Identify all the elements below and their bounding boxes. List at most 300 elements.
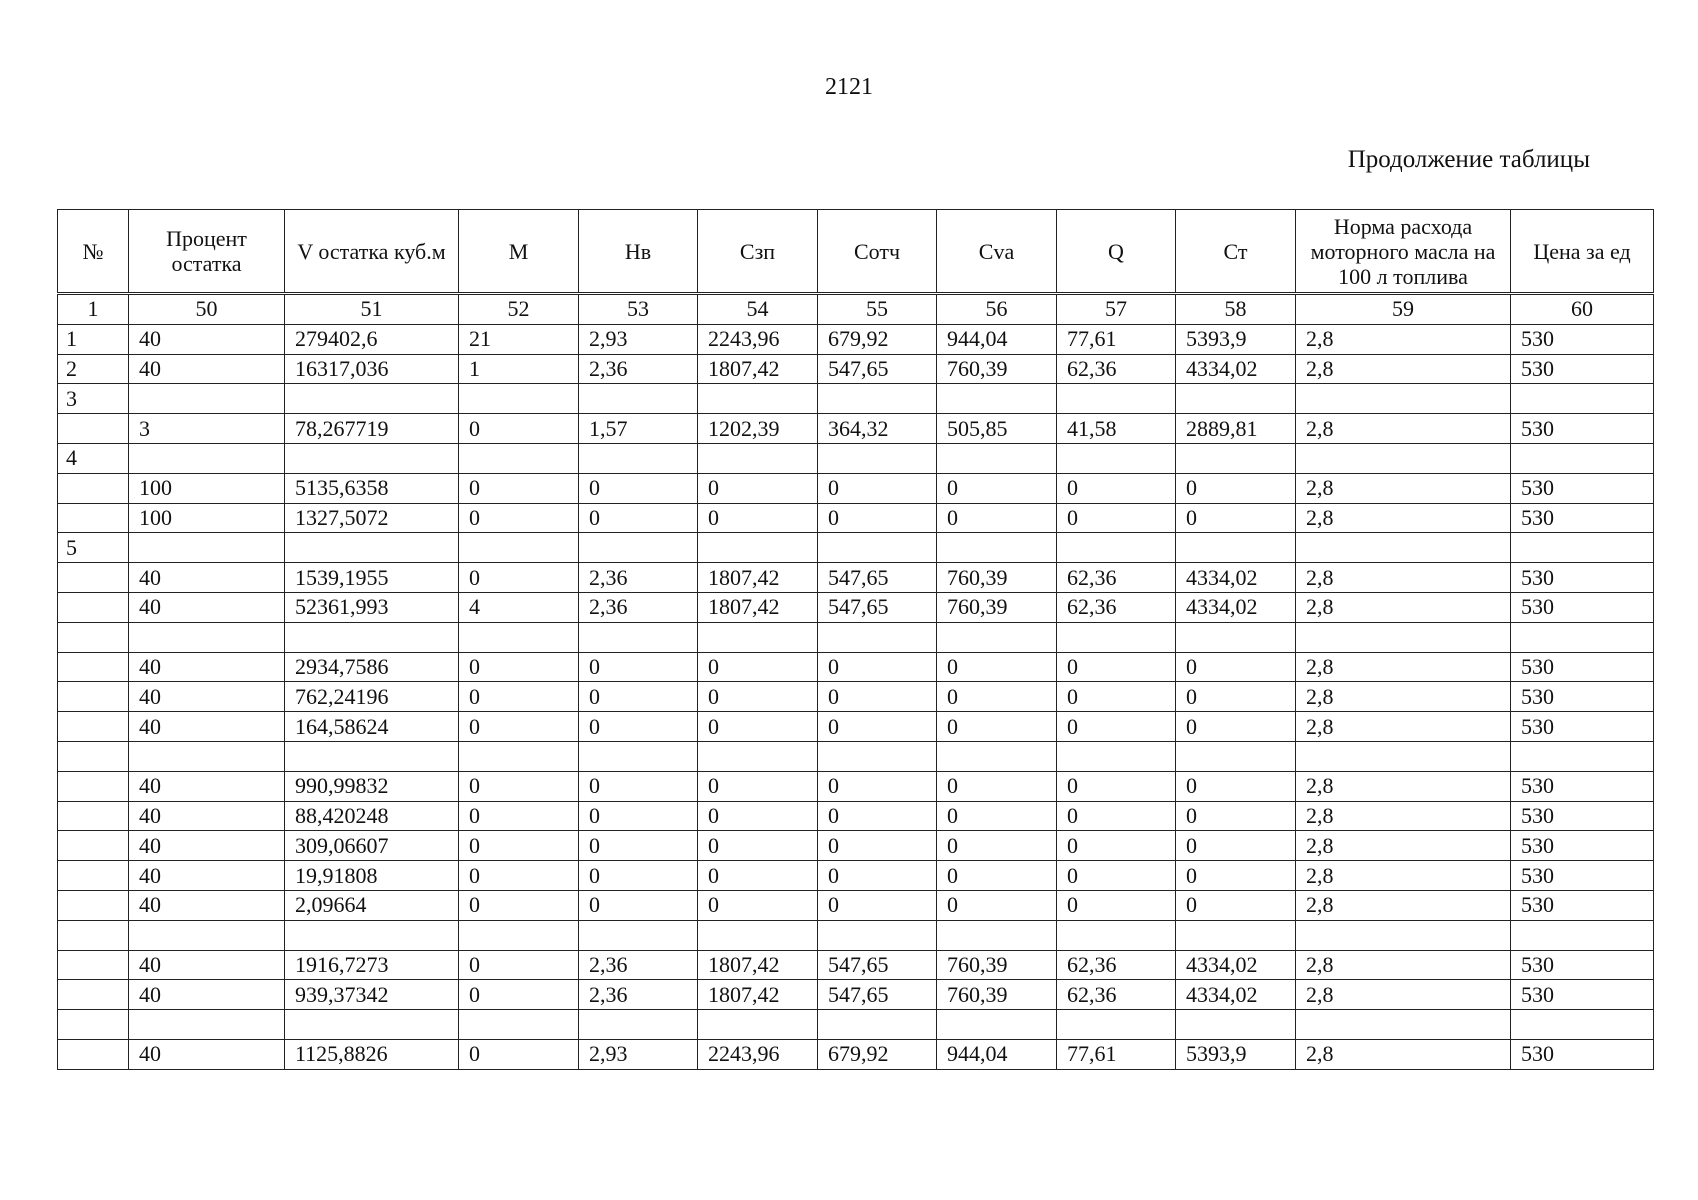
table-cell: [937, 384, 1057, 414]
table-cell: 760,39: [937, 354, 1057, 384]
table-cell: [285, 1010, 459, 1040]
table-cell: 88,420248: [285, 801, 459, 831]
table-cell: 0: [818, 861, 937, 891]
table-cell: 0: [937, 861, 1057, 891]
table-cell: 0: [818, 682, 937, 712]
table-cell: [1176, 622, 1296, 652]
table-cell: 309,06607: [285, 831, 459, 861]
table-cell: 77,61: [1057, 324, 1176, 354]
table-cell: [58, 741, 129, 771]
table-cell: [459, 622, 579, 652]
table-cell: 0: [698, 890, 818, 920]
table-cell: 2,8: [1296, 473, 1511, 503]
table-cell: [129, 1010, 285, 1040]
table-cell: 944,04: [937, 324, 1057, 354]
table-cell: [459, 920, 579, 950]
table-cell: 4334,02: [1176, 980, 1296, 1010]
table-cell: 0: [818, 890, 937, 920]
column-number: 59: [1296, 294, 1511, 325]
table-cell: 1807,42: [698, 950, 818, 980]
table-cell: [1176, 741, 1296, 771]
table-cell: 78,267719: [285, 414, 459, 444]
table-cell: 0: [459, 831, 579, 861]
table-header-row: [58, 210, 1654, 294]
table-cell: 0: [818, 712, 937, 742]
table-cell: 944,04: [937, 1039, 1057, 1069]
table-row: [58, 1039, 1654, 1069]
table-cell: [818, 443, 937, 473]
table-cell: [698, 622, 818, 652]
table-cell: 990,99832: [285, 771, 459, 801]
table-cell: 40: [129, 890, 285, 920]
table-cell: [1296, 443, 1511, 473]
table-row: [58, 563, 1654, 593]
table-cell: 0: [937, 831, 1057, 861]
table-cell: [459, 384, 579, 414]
column-header: V остатка куб.м: [285, 210, 459, 294]
table-cell: [1057, 443, 1176, 473]
table-cell: 2: [58, 354, 129, 384]
table-cell: [1176, 443, 1296, 473]
table-cell: 40: [129, 324, 285, 354]
table-cell: [1057, 741, 1176, 771]
table-cell: 2,93: [579, 1039, 698, 1069]
table-cell: 4334,02: [1176, 592, 1296, 622]
table-cell: 0: [1176, 503, 1296, 533]
table-cell: [459, 533, 579, 563]
table-cell: [129, 443, 285, 473]
table-cell: [1057, 1010, 1176, 1040]
table-cell: 0: [579, 890, 698, 920]
table-row: [58, 324, 1654, 354]
table-cell: 0: [459, 473, 579, 503]
table-cell: 0: [1176, 831, 1296, 861]
table-cell: [1511, 741, 1654, 771]
table-cell: 530: [1511, 414, 1654, 444]
table-cell: 0: [459, 950, 579, 980]
table-cell: [698, 443, 818, 473]
table-cell: [58, 592, 129, 622]
table-cell: [937, 533, 1057, 563]
table-cell: 2,8: [1296, 890, 1511, 920]
table-cell: 530: [1511, 861, 1654, 891]
table-cell: 0: [818, 503, 937, 533]
table-row: [58, 861, 1654, 891]
table-row: [58, 771, 1654, 801]
table-cell: 100: [129, 473, 285, 503]
table-cell: [1511, 443, 1654, 473]
table-cell: 0: [698, 712, 818, 742]
table-cell: 2,8: [1296, 712, 1511, 742]
table-cell: 0: [937, 503, 1057, 533]
table-cell: 1: [58, 324, 129, 354]
table-cell: 1: [459, 354, 579, 384]
table-cell: 5: [58, 533, 129, 563]
table-cell: 530: [1511, 503, 1654, 533]
table-cell: [937, 1010, 1057, 1040]
column-number: 57: [1057, 294, 1176, 325]
table-cell: 1807,42: [698, 592, 818, 622]
table-cell: 2,8: [1296, 592, 1511, 622]
table-cell: 40: [129, 354, 285, 384]
column-header: Норма расхода моторного масла на 100 л топлива: [1296, 210, 1511, 294]
table-cell: 2243,96: [698, 1039, 818, 1069]
table-cell: 4: [58, 443, 129, 473]
column-header: Цена за ед: [1511, 210, 1654, 294]
column-number: 55: [818, 294, 937, 325]
table-cell: 547,65: [818, 592, 937, 622]
table-cell: 530: [1511, 563, 1654, 593]
table-cell: [937, 920, 1057, 950]
table-cell: [937, 622, 1057, 652]
table-cell: 0: [1057, 473, 1176, 503]
table-row: [58, 592, 1654, 622]
table-cell: [1296, 1010, 1511, 1040]
table-cell: 762,24196: [285, 682, 459, 712]
table-cell: [285, 443, 459, 473]
table-cell: 530: [1511, 1039, 1654, 1069]
column-header: №: [58, 210, 129, 294]
table-row: [58, 741, 1654, 771]
column-header: Q: [1057, 210, 1176, 294]
table-cell: 0: [1057, 831, 1176, 861]
table-cell: [1296, 533, 1511, 563]
table-cell: 0: [579, 503, 698, 533]
table-cell: 40: [129, 980, 285, 1010]
table-row: [58, 920, 1654, 950]
table-row: [58, 712, 1654, 742]
table-cell: 5393,9: [1176, 1039, 1296, 1069]
table-cell: 939,37342: [285, 980, 459, 1010]
table-cell: 0: [459, 682, 579, 712]
table-cell: 0: [1176, 771, 1296, 801]
table-cell: 0: [1176, 861, 1296, 891]
table-cell: 0: [818, 771, 937, 801]
table-cell: 760,39: [937, 592, 1057, 622]
table-cell: 40: [129, 1039, 285, 1069]
table-cell: 0: [459, 414, 579, 444]
table-cell: [129, 920, 285, 950]
column-number: 58: [1176, 294, 1296, 325]
table-cell: 0: [937, 473, 1057, 503]
table-cell: 760,39: [937, 563, 1057, 593]
column-number: 1: [58, 294, 129, 325]
table-cell: [579, 920, 698, 950]
data-table: [57, 209, 1654, 1070]
table-cell: 2,8: [1296, 652, 1511, 682]
table-cell: [818, 533, 937, 563]
table-cell: 0: [937, 682, 1057, 712]
table-cell: 62,36: [1057, 563, 1176, 593]
table-cell: 0: [579, 831, 698, 861]
table-cell: [285, 533, 459, 563]
table-cell: 1202,39: [698, 414, 818, 444]
table-cell: [129, 533, 285, 563]
table-cell: 0: [579, 771, 698, 801]
table-cell: 1125,8826: [285, 1039, 459, 1069]
table-cell: [1296, 384, 1511, 414]
table-cell: 1327,5072: [285, 503, 459, 533]
table-cell: 77,61: [1057, 1039, 1176, 1069]
table-cell: [129, 384, 285, 414]
table-cell: 40: [129, 950, 285, 980]
table-cell: 0: [1176, 890, 1296, 920]
table-cell: 1,57: [579, 414, 698, 444]
table-cell: 62,36: [1057, 592, 1176, 622]
table-cell: 4334,02: [1176, 950, 1296, 980]
table-cell: [459, 443, 579, 473]
table-cell: [937, 443, 1057, 473]
table-cell: 3: [58, 384, 129, 414]
table-cell: [58, 890, 129, 920]
table-cell: 0: [1057, 771, 1176, 801]
table-cell: 760,39: [937, 950, 1057, 980]
column-header: М: [459, 210, 579, 294]
table-cell: [698, 741, 818, 771]
table-cell: 0: [937, 712, 1057, 742]
table-cell: 0: [1057, 801, 1176, 831]
column-number: 54: [698, 294, 818, 325]
table-cell: [579, 533, 698, 563]
table-cell: [58, 980, 129, 1010]
table-cell: 0: [1057, 682, 1176, 712]
table-cell: 0: [698, 652, 818, 682]
table-cell: [58, 563, 129, 593]
table-cell: 5393,9: [1176, 324, 1296, 354]
table-cell: 0: [1176, 712, 1296, 742]
table-row: [58, 890, 1654, 920]
table-cell: 0: [1057, 712, 1176, 742]
table-row: [58, 354, 1654, 384]
table-cell: [1057, 622, 1176, 652]
table-row: [58, 831, 1654, 861]
table-cell: 2,8: [1296, 354, 1511, 384]
table-row: [58, 503, 1654, 533]
table-cell: 679,92: [818, 324, 937, 354]
table-cell: 0: [459, 801, 579, 831]
table-cell: 0: [1176, 473, 1296, 503]
table-cell: [58, 801, 129, 831]
table-cell: [459, 741, 579, 771]
table-cell: 164,58624: [285, 712, 459, 742]
table-cell: 679,92: [818, 1039, 937, 1069]
table-cell: 530: [1511, 354, 1654, 384]
table-cell: 40: [129, 861, 285, 891]
table-cell: [58, 861, 129, 891]
table-cell: [579, 622, 698, 652]
table-cell: 530: [1511, 682, 1654, 712]
table-cell: [1176, 1010, 1296, 1040]
table-cell: 505,85: [937, 414, 1057, 444]
table-cell: [818, 622, 937, 652]
table-cell: 40: [129, 712, 285, 742]
table-cell: 40: [129, 563, 285, 593]
column-number: 60: [1511, 294, 1654, 325]
table-cell: 0: [459, 861, 579, 891]
table-cell: [818, 741, 937, 771]
table-cell: [58, 503, 129, 533]
table-cell: 547,65: [818, 563, 937, 593]
table-cell: 530: [1511, 712, 1654, 742]
table-cell: 2,36: [579, 980, 698, 1010]
table-cell: 1807,42: [698, 563, 818, 593]
table-cell: 760,39: [937, 980, 1057, 1010]
column-header: Сvа: [937, 210, 1057, 294]
table-row: [58, 443, 1654, 473]
table-cell: 0: [1057, 652, 1176, 682]
table-cell: [579, 1010, 698, 1040]
table-cell: 0: [698, 771, 818, 801]
table-cell: 2,8: [1296, 771, 1511, 801]
table-cell: [1511, 533, 1654, 563]
table-cell: 364,32: [818, 414, 937, 444]
table-cell: [937, 741, 1057, 771]
table-cell: 0: [698, 801, 818, 831]
table-cell: 279402,6: [285, 324, 459, 354]
table-cell: [1057, 920, 1176, 950]
table-row: [58, 801, 1654, 831]
table-row: [58, 652, 1654, 682]
table-cell: 0: [698, 831, 818, 861]
table-cell: 2934,7586: [285, 652, 459, 682]
table-cell: [1057, 533, 1176, 563]
table-cell: 2,8: [1296, 1039, 1511, 1069]
table-cell: [58, 771, 129, 801]
table-cell: 1916,7273: [285, 950, 459, 980]
table-cell: [285, 622, 459, 652]
column-header: Процент остатка: [129, 210, 285, 294]
table-cell: [579, 741, 698, 771]
table-cell: 2,36: [579, 563, 698, 593]
table-cell: [1296, 741, 1511, 771]
table-cell: 1807,42: [698, 354, 818, 384]
table-cell: 0: [1057, 890, 1176, 920]
table-cell: 3: [129, 414, 285, 444]
table-cell: 1807,42: [698, 980, 818, 1010]
table-cell: 2889,81: [1176, 414, 1296, 444]
column-header: Сзп: [698, 210, 818, 294]
table-cell: 0: [579, 652, 698, 682]
table-cell: 0: [1176, 682, 1296, 712]
table-cell: [285, 384, 459, 414]
table-cell: [1057, 384, 1176, 414]
table-cell: 0: [579, 682, 698, 712]
table-cell: 530: [1511, 652, 1654, 682]
table-cell: 0: [579, 801, 698, 831]
table-cell: 41,58: [1057, 414, 1176, 444]
table-cell: 530: [1511, 771, 1654, 801]
table-cell: 2,8: [1296, 682, 1511, 712]
table-cell: 4: [459, 592, 579, 622]
table-cell: 4334,02: [1176, 563, 1296, 593]
table-cell: 62,36: [1057, 980, 1176, 1010]
page-number: 2121: [825, 74, 873, 100]
table-row: [58, 533, 1654, 563]
table-row: [58, 980, 1654, 1010]
table-cell: [1176, 384, 1296, 414]
table-cell: [1296, 622, 1511, 652]
table-cell: [58, 920, 129, 950]
table-cell: [818, 920, 937, 950]
table-cell: 0: [818, 801, 937, 831]
table-cell: 530: [1511, 890, 1654, 920]
table-cell: 2,36: [579, 592, 698, 622]
table-cell: [1511, 384, 1654, 414]
table-cell: 4334,02: [1176, 354, 1296, 384]
table-cell: 0: [818, 831, 937, 861]
table-cell: [1296, 920, 1511, 950]
table-cell: 530: [1511, 801, 1654, 831]
table-cell: 2,8: [1296, 980, 1511, 1010]
column-number: 52: [459, 294, 579, 325]
table-cell: 40: [129, 771, 285, 801]
table-cell: 2,36: [579, 950, 698, 980]
table-cell: [58, 473, 129, 503]
table-cell: 52361,993: [285, 592, 459, 622]
table-cell: [698, 920, 818, 950]
table-cell: 0: [818, 473, 937, 503]
table-cell: 530: [1511, 592, 1654, 622]
table-cell: 530: [1511, 950, 1654, 980]
table-cell: 0: [1057, 503, 1176, 533]
column-header: Нв: [579, 210, 698, 294]
table-cell: [129, 741, 285, 771]
table-row: [58, 384, 1654, 414]
table-cell: 0: [937, 890, 1057, 920]
column-header: Ст: [1176, 210, 1296, 294]
table-cell: [58, 831, 129, 861]
table-cell: [58, 712, 129, 742]
column-number-row: [58, 294, 1654, 325]
table-cell: [579, 443, 698, 473]
table-cell: 0: [459, 563, 579, 593]
table-cell: 0: [818, 652, 937, 682]
table-cell: 547,65: [818, 354, 937, 384]
table-cell: 547,65: [818, 980, 937, 1010]
table-cell: 2243,96: [698, 324, 818, 354]
table-cell: 62,36: [1057, 950, 1176, 980]
table-cell: [698, 384, 818, 414]
table-cell: [1176, 533, 1296, 563]
table-cell: 40: [129, 592, 285, 622]
table-cell: 40: [129, 831, 285, 861]
table-cell: 547,65: [818, 950, 937, 980]
table-cell: 0: [1176, 801, 1296, 831]
table-cell: 2,8: [1296, 950, 1511, 980]
table-cell: [698, 533, 818, 563]
table-cell: 0: [698, 473, 818, 503]
table-cell: [58, 1039, 129, 1069]
column-number: 50: [129, 294, 285, 325]
table-cell: 19,91808: [285, 861, 459, 891]
table-cell: 2,8: [1296, 801, 1511, 831]
table-cell: [818, 384, 937, 414]
table-cell: 530: [1511, 473, 1654, 503]
table-cell: 40: [129, 682, 285, 712]
table-cell: 21: [459, 324, 579, 354]
table-cell: [58, 622, 129, 652]
column-number: 51: [285, 294, 459, 325]
table-cell: [58, 1010, 129, 1040]
table-cell: 0: [937, 652, 1057, 682]
table-cell: 0: [579, 473, 698, 503]
table-cell: 16317,036: [285, 354, 459, 384]
table-cell: 0: [698, 682, 818, 712]
table-cell: 2,8: [1296, 503, 1511, 533]
table-cell: 0: [459, 652, 579, 682]
table-cell: 0: [1176, 652, 1296, 682]
table-row: [58, 473, 1654, 503]
